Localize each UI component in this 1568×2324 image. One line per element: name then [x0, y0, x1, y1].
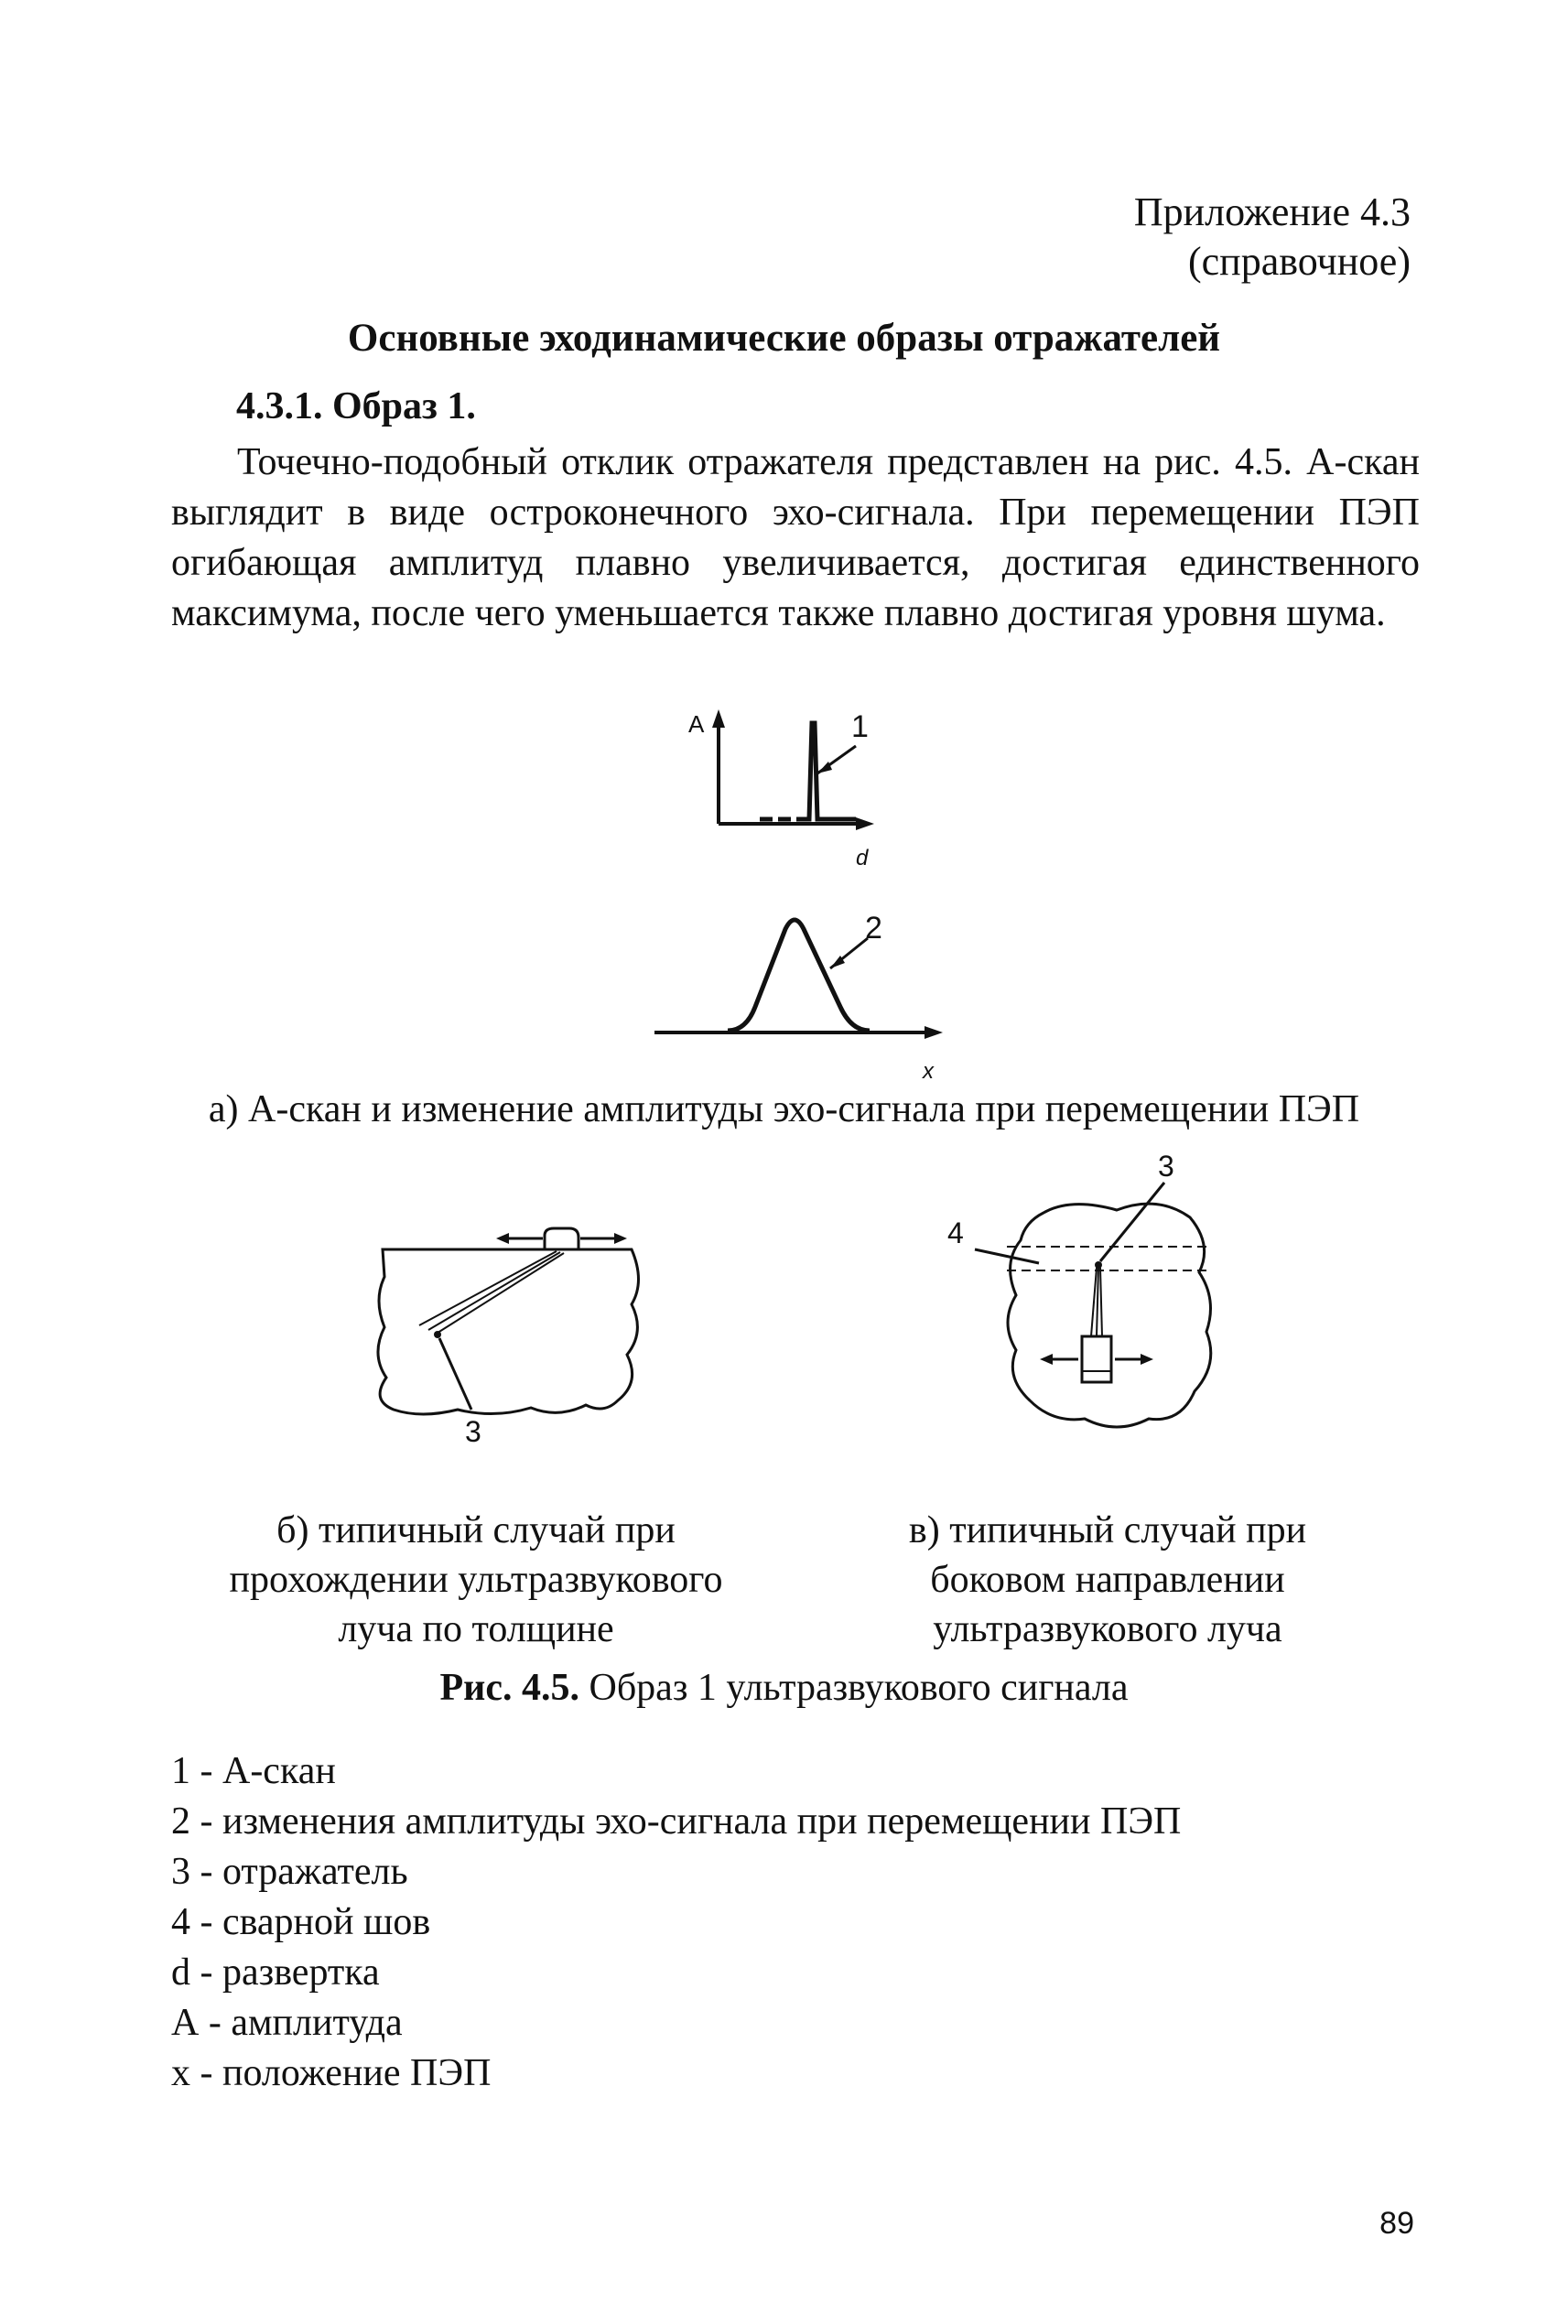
envelope-plot [654, 911, 943, 1084]
caption-a: а) А-скан и изменение амплитуды эхо-сигнала при перемещении ПЭП [208, 1088, 1360, 1130]
legend-item: d - развертка [171, 1951, 380, 1994]
envelope-curve [728, 920, 870, 1031]
legend-item: А - амплитуда [171, 2002, 403, 2044]
caption-c-line-2: боковом направлении [930, 1559, 1285, 1601]
diagram-c-marker-4: 4 [947, 1216, 964, 1249]
figure-caption-text: Образ 1 ультразвукового сигнала [579, 1667, 1129, 1709]
page-title: Основные эходинамические образы отражателей [347, 317, 1221, 360]
caption-c [815, 1506, 1400, 1654]
legend-item: x - положение ПЭП [171, 2052, 492, 2094]
probe-c-arrowhead-left [1040, 1354, 1053, 1365]
page-number: 89 [1379, 2206, 1414, 2241]
reflector-b [434, 1331, 441, 1338]
diagram-c-marker-3: 3 [1158, 1150, 1174, 1183]
beam-line-3 [435, 1253, 564, 1335]
figure-caption-prefix: Рис. 4.5. [439, 1667, 579, 1709]
figure-a [0, 0, 1568, 1098]
figure-caption [0, 1666, 1568, 1710]
legend-item: 3 - отражатель [171, 1851, 408, 1893]
diagram-c [947, 1150, 1211, 1427]
caption-b-line-2: прохождении ультразвукового [229, 1559, 723, 1601]
reflector-c-leader [1100, 1183, 1164, 1261]
weld-outline [1008, 1204, 1211, 1427]
ascan-marker-1: 1 [851, 709, 869, 744]
beam-c-2 [1097, 1268, 1098, 1336]
caption-b [146, 1506, 806, 1654]
probe-b [545, 1228, 579, 1249]
diagram-b-marker-3: 3 [465, 1415, 481, 1448]
reflector-b-leader [439, 1338, 471, 1410]
legend-item: 1 - А-скан [171, 1750, 336, 1792]
ascan-peak [806, 723, 856, 819]
appendix-note: (справочное) [1188, 239, 1411, 284]
envelope-marker-2: 2 [865, 911, 882, 946]
envelope-x-arrow [925, 1026, 943, 1039]
probe-b-arrowhead-left [496, 1233, 509, 1244]
weld-leader [975, 1249, 1039, 1263]
ascan-x-arrow [856, 817, 874, 830]
beam-c-1 [1091, 1268, 1097, 1336]
reflector-c [1095, 1261, 1102, 1269]
legend-item: 4 - сварной шов [171, 1901, 431, 1943]
caption-b-line-3: луча по толщине [338, 1608, 614, 1650]
caption-c-line-1: в) типичный случай при [908, 1509, 1307, 1551]
ascan-plot [688, 709, 874, 870]
paragraph-text: Точечно-подобный отклик отражателя представлен на рис. 4.5. А-скан выглядит в виде остроконечного эхо-сигнала. При перемещении ПЭП огибающая амплитуд плавно увеличивается, достигая единственного максимума, после чего уменьшается также плавно достигая уровня шума. [171, 441, 1420, 634]
appendix-title: Приложение 4.3 [1133, 189, 1411, 234]
caption-c-line-3: ультразвукового луча [933, 1608, 1282, 1650]
envelope-axis-x-label: x [923, 1059, 934, 1084]
probe-c [1082, 1336, 1111, 1382]
figures-b-c [0, 1144, 1568, 1501]
legend-item: 2 - изменения амплитуды эхо-сигнала при перемещении ПЭП [171, 1800, 1182, 1843]
probe-c-arrowhead-right [1141, 1354, 1153, 1365]
ascan-axis-y-label: A [688, 710, 705, 738]
specimen-outline [378, 1249, 639, 1414]
beam-line-1 [419, 1251, 557, 1325]
beam-c-3 [1100, 1268, 1102, 1336]
beam-line-2 [428, 1252, 560, 1330]
section-heading: 4.3.1. Образ 1. [236, 385, 476, 427]
caption-b-line-1: б) типичный случай при [276, 1509, 676, 1551]
ascan-axis-x-label: d [856, 846, 869, 870]
legend [171, 1746, 1181, 2099]
diagram-b [378, 1228, 639, 1448]
probe-b-arrowhead-right [614, 1233, 627, 1244]
ascan-y-arrow [712, 709, 725, 728]
